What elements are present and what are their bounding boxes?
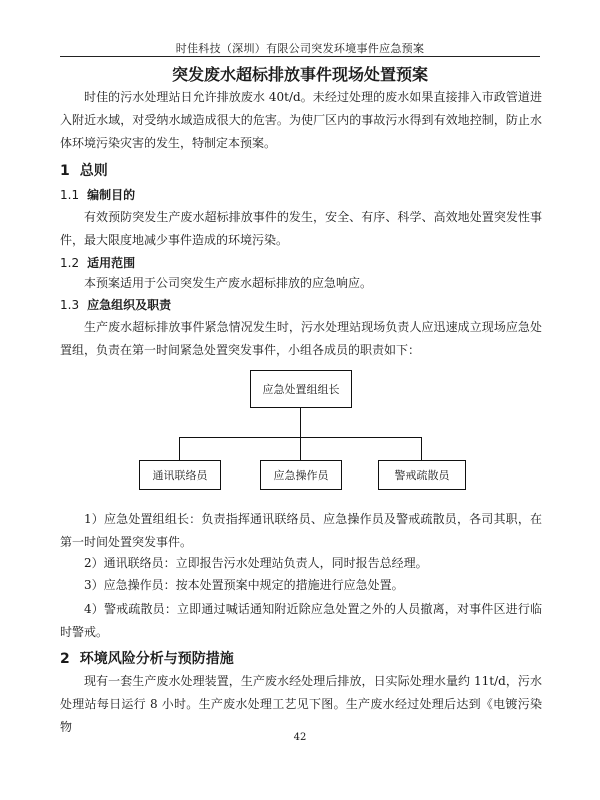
org-connector-center [300, 437, 301, 460]
section-number: 2 [60, 651, 70, 667]
section-1-1-heading [60, 186, 135, 203]
running-header: 时佳科技（深圳）有限公司突发环境事件应急预案 [175, 42, 425, 55]
document-title: 突发废水超标排放事件现场处置预案 [171, 65, 428, 84]
org-member-box [139, 460, 221, 490]
section-1-heading [60, 160, 108, 180]
subsection-title: 适用范围 [87, 256, 136, 270]
section-title: 总则 [79, 163, 108, 179]
org-connector-left [179, 437, 180, 460]
subsection-number: 1.3 [60, 298, 80, 312]
organization-paragraph: 生产废水超标排放事件紧急情况发生时，污水处理站现场负责人应迅速成立现场应急处置组，负责在第一时间紧急处置突发事件，小组各成员的职责如下： [60, 320, 542, 357]
org-member-label: 应急操作员 [273, 469, 329, 482]
duty-item: 2）通讯联络员：立即报告污水处理站负责人，同时报告总经理。 [84, 556, 428, 570]
duty-item: 1）应急处置组组长：负责指挥通讯联络员、应急操作员及警戒疏散员，各司其职，在第一时间处置突发事件。 [60, 512, 542, 549]
section-title: 环境风险分析与预防措施 [79, 651, 234, 667]
subsection-number: 1.1 [60, 188, 80, 202]
scope-paragraph: 本预案适用于公司突发生产废水超标排放的应急响应。 [84, 276, 373, 290]
intro-paragraph: 时佳的污水处理站日允许排放废水 40t/d。未经过处理的废水如果直接排入市政管道进入附近水域，对受纳水域造成很大的危害。为使厂区内的事故污水得到有效地控制，防止水体环境污染灾害的发生，特制定本预案。 [60, 90, 542, 150]
subsection-title: 应急组织及职责 [87, 298, 172, 312]
header-rule [60, 56, 540, 57]
duty-item: 3）应急操作员：按本处置预案中规定的措施进行应急处置。 [84, 578, 404, 592]
page-number: 42 [293, 732, 307, 743]
org-member-label: 通讯联络员 [152, 469, 208, 482]
section-number: 1 [60, 163, 70, 179]
org-member-label: 警戒疏散员 [394, 469, 450, 482]
org-member-box [378, 460, 466, 490]
risk-analysis-paragraph: 现有一套生产废水处理装置，生产废水经处理后排放，日实际处理水量约 11t/d，污水处理站每日运行 8 小时。生产废水处理工艺见下图。生产废水经过处理后达到《电镀污染物 [60, 674, 542, 734]
subsection-title: 编制目的 [87, 188, 136, 202]
org-connector-right [421, 437, 422, 460]
section-1-3-heading [60, 296, 171, 313]
section-1-2-heading [60, 254, 135, 271]
purpose-paragraph: 有效预防突发生产废水超标排放事件的发生，安全、有序、科学、高效地处置突发性事件，最大限度地减少事件造成的环境污染。 [60, 210, 542, 247]
org-member-box [260, 460, 342, 490]
section-2-heading [60, 648, 234, 668]
subsection-number: 1.2 [60, 256, 80, 270]
duty-item: 4）警戒疏散员：立即通过喊话通知附近除应急处置之外的人员撤离，对事件区进行临时警戒。 [60, 602, 542, 639]
org-leader-box [250, 370, 352, 408]
org-connector-vertical [300, 407, 301, 437]
org-leader-label: 应急处置组组长 [262, 383, 340, 396]
